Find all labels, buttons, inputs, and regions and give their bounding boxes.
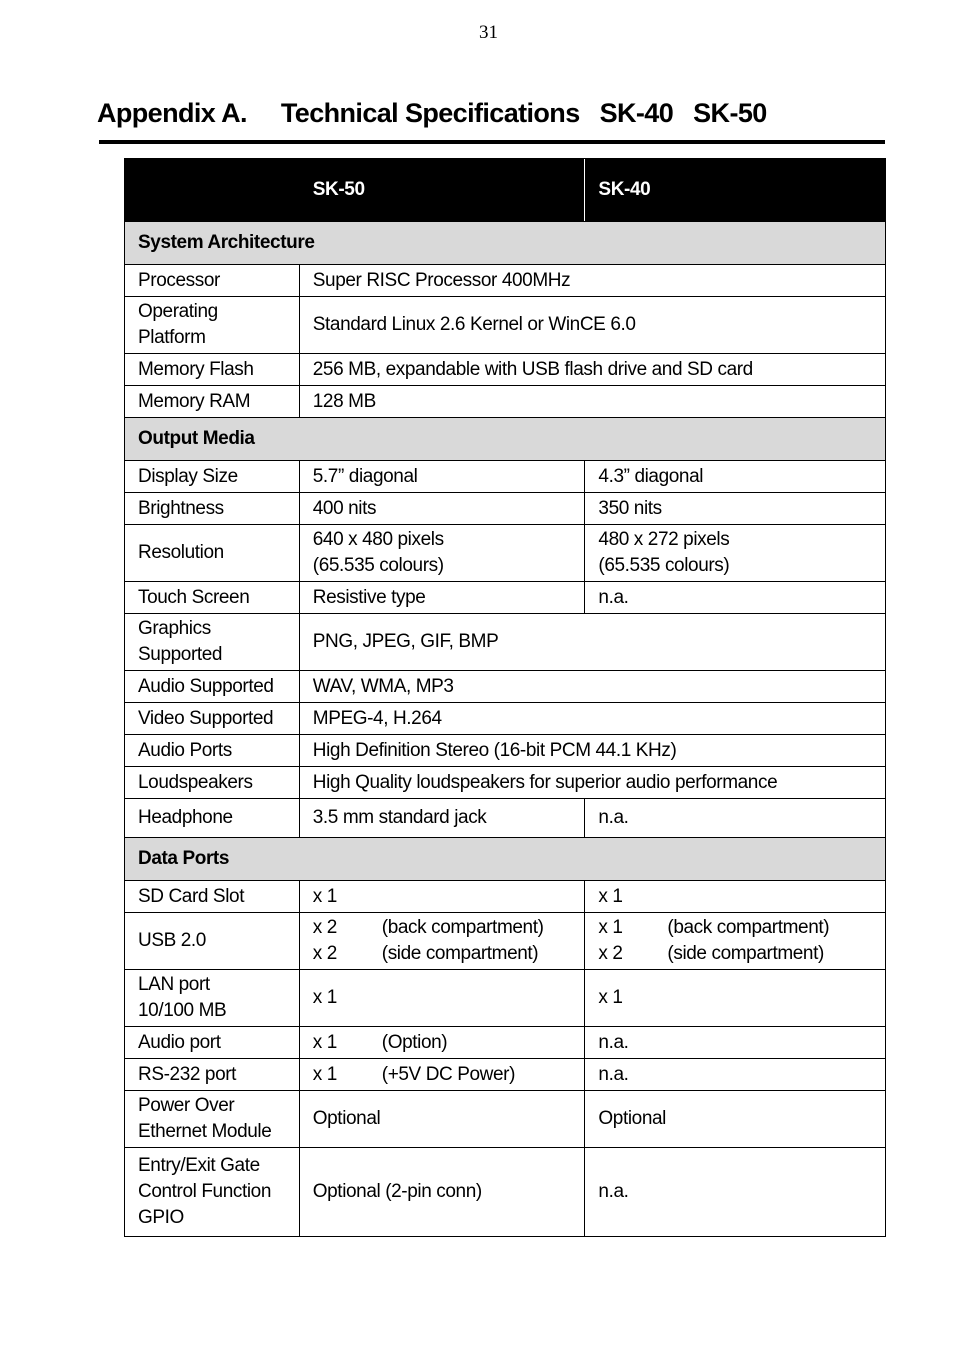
row-value: High Quality loudspeakers for superior audio performance: [299, 767, 885, 799]
appendix-heading: [97, 98, 767, 129]
appendix-label: Appendix A.: [97, 98, 247, 128]
sk50-value: x 2 (back compartment) x 2 (side compartment): [299, 913, 585, 970]
spec-table: [124, 158, 886, 1237]
row-label: Entry/Exit Gate Control Function GPIO: [125, 1148, 300, 1237]
table-row: [125, 671, 886, 703]
header-sk50: SK-50: [299, 159, 585, 222]
table-row: [125, 1148, 886, 1237]
sk50-value: 400 nits: [299, 493, 585, 525]
table-row: [125, 354, 886, 386]
table-row: [125, 614, 886, 671]
row-label: Display Size: [125, 461, 300, 493]
section-row: [125, 222, 886, 265]
sk50-value: Resistive type: [299, 582, 585, 614]
table-row: [125, 297, 886, 354]
row-label: Video Supported: [125, 703, 300, 735]
sk40-value: n.a.: [585, 1148, 886, 1237]
row-label: Memory Flash: [125, 354, 300, 386]
heading-rule: [99, 140, 885, 144]
table-row: [125, 767, 886, 799]
sk50-value: x 1 (Option): [299, 1027, 585, 1059]
row-label: Audio Supported: [125, 671, 300, 703]
table-row: [125, 461, 886, 493]
table-row: [125, 525, 886, 582]
sk50-value: x 1 (+5V DC Power): [299, 1059, 585, 1091]
sk50-value: x 1: [299, 970, 585, 1027]
row-label: USB 2.0: [125, 913, 300, 970]
row-label: Resolution: [125, 525, 300, 582]
row-value: MPEG-4, H.264: [299, 703, 885, 735]
table-row: [125, 386, 886, 418]
sk50-value: Optional: [299, 1091, 585, 1148]
section-row: [125, 418, 886, 461]
row-label: LAN port 10/100 MB: [125, 970, 300, 1027]
section-row: [125, 838, 886, 881]
table-row: [125, 1059, 886, 1091]
sk40-value: 350 nits: [585, 493, 886, 525]
table-row: [125, 265, 886, 297]
table-row: [125, 881, 886, 913]
sk50-value: Optional (2-pin conn): [299, 1148, 585, 1237]
row-label: Touch Screen: [125, 582, 300, 614]
row-value: WAV, WMA, MP3: [299, 671, 885, 703]
table-row: [125, 970, 886, 1027]
sk40-value: n.a.: [585, 582, 886, 614]
heading-model-1: SK-40: [599, 98, 674, 128]
row-label: Memory RAM: [125, 386, 300, 418]
table-row: [125, 799, 886, 838]
sk50-value: 640 x 480 pixels (65.535 colours): [299, 525, 585, 582]
table-row: [125, 1027, 886, 1059]
table-row: [125, 913, 886, 970]
sk40-value: n.a.: [585, 1059, 886, 1091]
row-label: Loudspeakers: [125, 767, 300, 799]
sk50-value: 3.5 mm standard jack: [299, 799, 585, 838]
table-row: [125, 493, 886, 525]
sk40-value: n.a.: [585, 799, 886, 838]
sk40-value: n.a.: [585, 1027, 886, 1059]
table-header-row: [125, 159, 886, 222]
row-label: Operating Platform: [125, 297, 300, 354]
header-sk40: SK-40: [585, 159, 886, 222]
table-row: [125, 735, 886, 767]
sk40-value: 480 x 272 pixels (65.535 colours): [585, 525, 886, 582]
row-label: Audio port: [125, 1027, 300, 1059]
section-title: System Architecture: [125, 222, 886, 265]
row-value: PNG, JPEG, GIF, BMP: [299, 614, 885, 671]
section-title: Data Ports: [125, 838, 886, 881]
sk40-value: x 1: [585, 881, 886, 913]
row-value: 128 MB: [299, 386, 885, 418]
row-label: Headphone: [125, 799, 300, 838]
section-title: Output Media: [125, 418, 886, 461]
sk40-value: Optional: [585, 1091, 886, 1148]
row-value: 256 MB, expandable with USB flash drive and SD card: [299, 354, 885, 386]
row-label: SD Card Slot: [125, 881, 300, 913]
sk50-value: 5.7” diagonal: [299, 461, 585, 493]
row-label: RS-232 port: [125, 1059, 300, 1091]
row-label: Processor: [125, 265, 300, 297]
page-number: 31: [479, 22, 498, 43]
sk40-value: x 1 (back compartment) x 2 (side compartment): [585, 913, 886, 970]
row-value: Standard Linux 2.6 Kernel or WinCE 6.0: [299, 297, 885, 354]
sk40-value: 4.3” diagonal: [585, 461, 886, 493]
row-label: Graphics Supported: [125, 614, 300, 671]
row-value: High Definition Stereo (16-bit PCM 44.1 KHz): [299, 735, 885, 767]
row-label: Brightness: [125, 493, 300, 525]
row-label: Audio Ports: [125, 735, 300, 767]
heading-model-2: SK-50: [693, 98, 767, 128]
table-row: [125, 1091, 886, 1148]
row-value: Super RISC Processor 400MHz: [299, 265, 885, 297]
sk40-value: x 1: [585, 970, 886, 1027]
appendix-title: Technical Specifications: [280, 98, 580, 128]
table-row: [125, 703, 886, 735]
sk50-value: x 1: [299, 881, 585, 913]
header-blank-cell: [125, 159, 300, 222]
table-row: [125, 582, 886, 614]
row-label: Power Over Ethernet Module: [125, 1091, 300, 1148]
